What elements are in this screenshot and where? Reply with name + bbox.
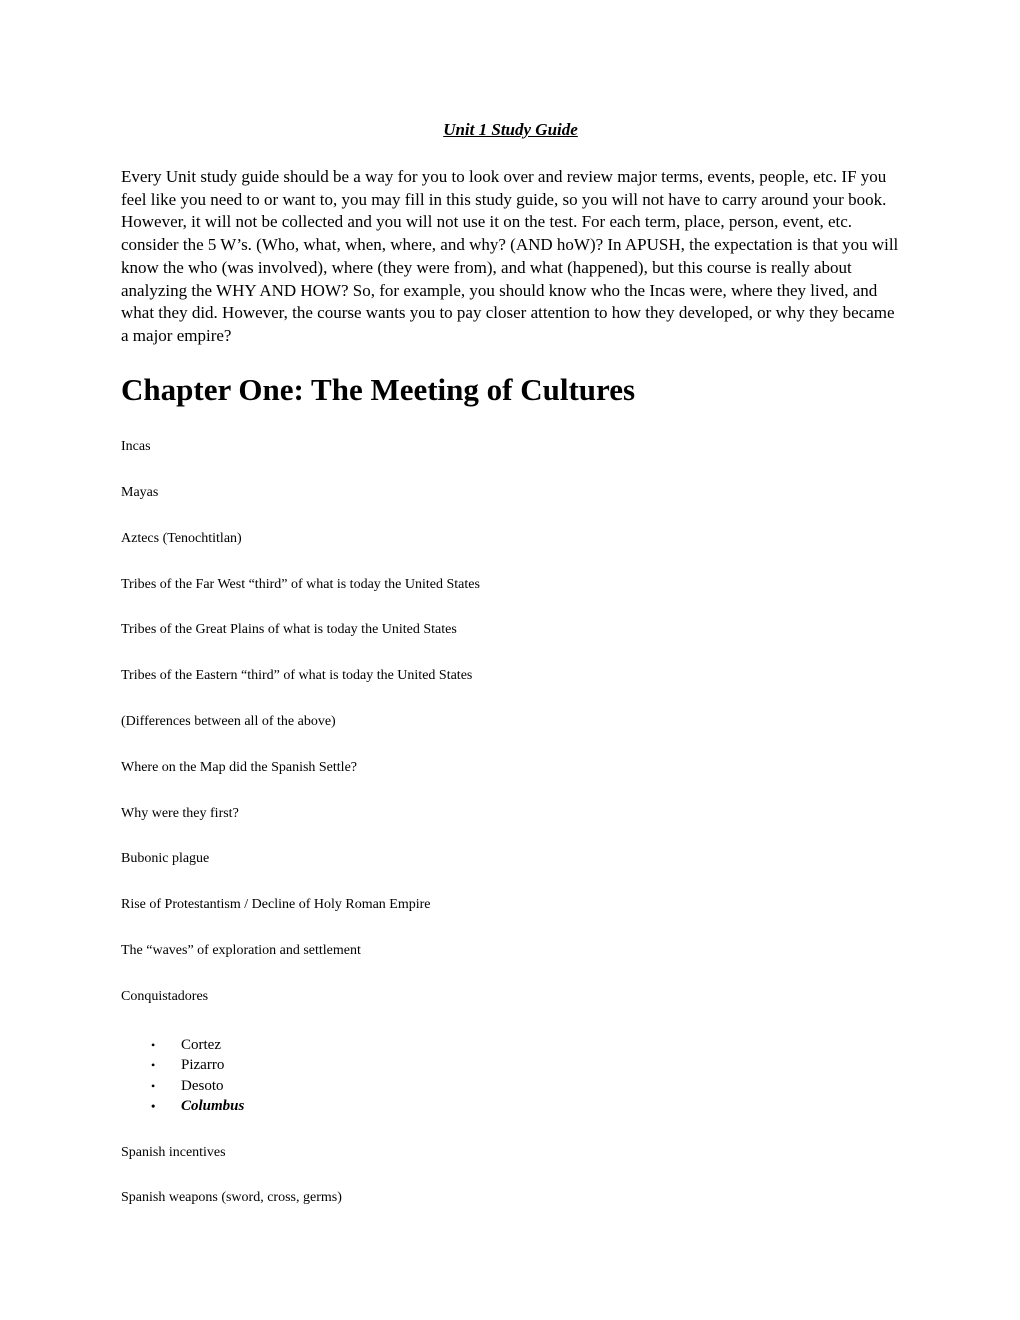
bullet-item-label: Columbus <box>181 1098 245 1115</box>
term-item: Why were they first? <box>121 805 239 821</box>
term-item: Mayas <box>121 485 159 501</box>
bullet-icon: • <box>151 1037 156 1052</box>
term-item: Tribes of the Far West “third” of what is today the United States <box>121 576 480 592</box>
bullet-item <box>121 1076 900 1097</box>
term-item: Rise of Protestantism / Decline of Holy Roman Empire <box>121 897 431 913</box>
intro-paragraph: Every Unit study guide should be a way for you to look over and review major terms, events, people, etc. IF you feel like you need to or want to, you may fill in this study guide, so you will not have to carry around your book. However, it will not be collected and you will not use it on the test. For each term, place, person, event, etc. consider the 5 W’s. (Who, what, when, where, and why? (AND hoW)? In APUSH, the expectation is that you will know the who (was involved), where (they were from), and what (happened), but this course is really about analyzing the WHY AND HOW? So, for example, you should know who the Incas were, where they lived, and what they did. However, the course wants you to pay closer attention to how they developed, or why they became a major empire? <box>121 167 899 345</box>
bullet-item <box>121 1035 900 1056</box>
term-item: Tribes of the Eastern “third” of what is today the United States <box>121 668 473 684</box>
term-item: (Differences between all of the above) <box>121 714 336 730</box>
term-item: Bubonic plague <box>121 851 210 867</box>
term-item: Where on the Map did the Spanish Settle? <box>121 759 357 775</box>
bullet-icon: • <box>151 1099 156 1114</box>
term-item: Conquistadores <box>121 988 209 1004</box>
bullet-icon: • <box>151 1078 156 1093</box>
bullet-item <box>121 1055 900 1076</box>
bullet-item-label: Pizarro <box>181 1057 225 1074</box>
term-item: Spanish weapons (sword, cross, germs) <box>121 1190 342 1206</box>
term-item: Spanish incentives <box>121 1144 226 1160</box>
conquistadores-bullet-list <box>121 1035 900 1117</box>
term-item: Tribes of the Great Plains of what is today the United States <box>121 622 457 638</box>
bullet-item-label: Desoto <box>181 1077 224 1094</box>
document-title: Unit 1 Study Guide <box>443 120 578 139</box>
term-item: The “waves” of exploration and settlement <box>121 943 361 959</box>
bullet-icon: • <box>151 1058 156 1073</box>
term-item: Incas <box>121 439 151 455</box>
term-item: Aztecs (Tenochtitlan) <box>121 530 242 546</box>
bullet-item <box>121 1096 900 1117</box>
chapter-heading: Chapter One: The Meeting of Cultures <box>121 371 636 407</box>
bullet-item-label: Cortez <box>181 1036 221 1053</box>
